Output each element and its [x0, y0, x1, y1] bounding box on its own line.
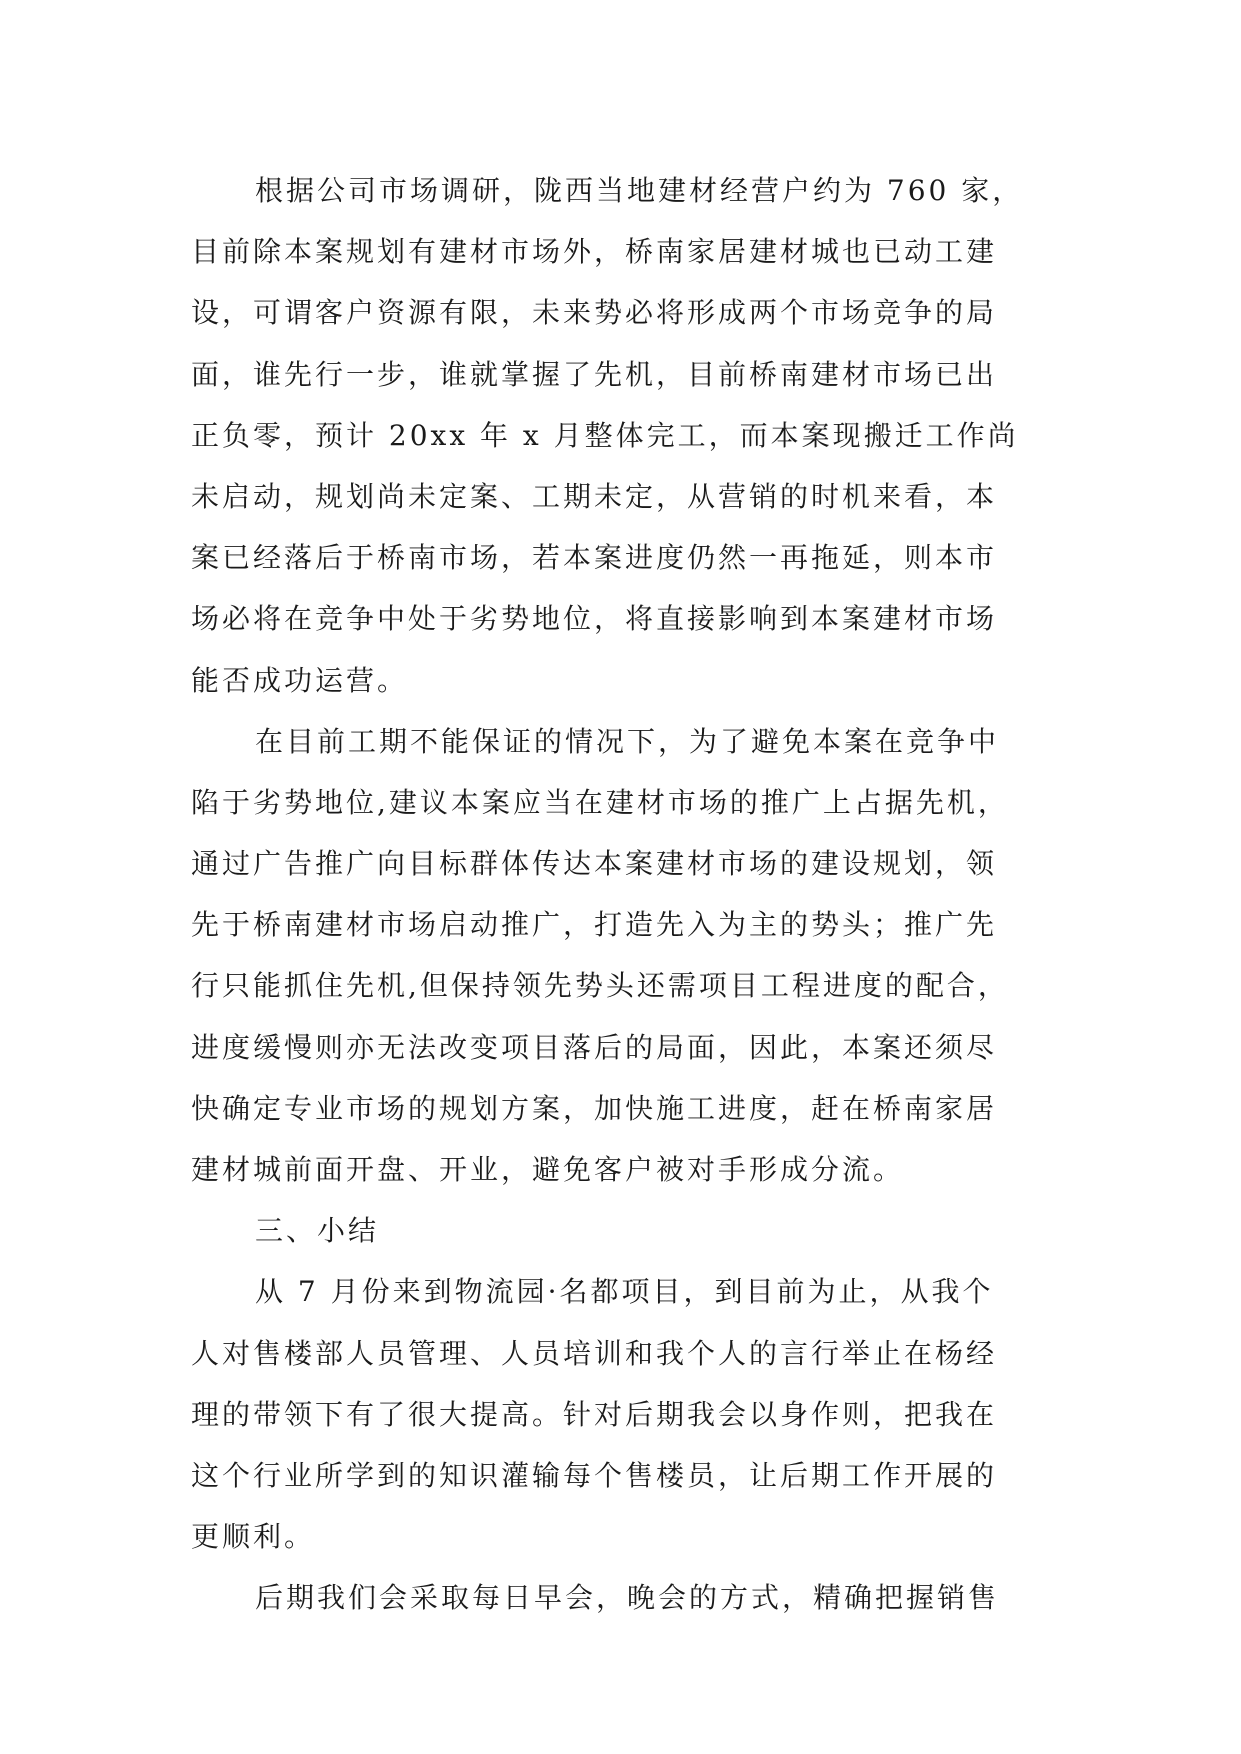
paragraph-1-line: 正负零，预计 20xx 年 x 月整体完工，而本案现搬迁工作尚: [191, 418, 1019, 452]
paragraph-1-line: 目前除本案规划有建材市场外，桥南家居建材城也已动工建: [191, 235, 998, 269]
paragraph-2-line: 在目前工期不能保证的情况下，为了避免本案在竞争中: [255, 724, 1000, 758]
paragraph-1-line: 设，可谓客户资源有限，未来势必将形成两个市场竞争的局: [191, 296, 998, 330]
section-heading: 三、小结: [255, 1214, 380, 1248]
paragraph-2-line: 进度缓慢则亦无法改变项目落后的局面，因此，本案还须尽: [191, 1030, 998, 1064]
paragraph-2-line: 行只能抓住先机,但保持领先势头还需项目工程进度的配合，: [191, 969, 1009, 1003]
paragraph-3-line: 更顺利。: [191, 1520, 316, 1554]
document-body: [191, 160, 1051, 1629]
paragraph-2-line: 建材城前面开盘、开业，避免客户被对手形成分流。: [191, 1153, 905, 1186]
paragraph-2-line: 快确定专业市场的规划方案，加快施工进度，赶在桥南家居: [191, 1091, 998, 1125]
paragraph-2-line: 先于桥南建材市场启动推广，打造先入为主的势头；推广先: [191, 908, 998, 942]
paragraph-1-line: 面，谁先行一步，谁就掌握了先机，目前桥南建材市场已出: [191, 357, 998, 391]
paragraph-1-line: 案已经落后于桥南市场，若本案进度仍然一再拖延，则本市: [191, 541, 998, 575]
paragraph-1-line: 能否成功运营。: [191, 663, 409, 697]
paragraph-1-line: 未启动，规划尚未定案、工期未定，从营销的时机来看，本: [191, 479, 998, 513]
paragraph-1-line: 根据公司市场调研，陇西当地建材经营户约为 760 家，: [255, 174, 1024, 207]
paragraph-3-line: 这个行业所学到的知识灌输每个售楼员，让后期工作开展的: [191, 1458, 998, 1492]
paragraph-2-line: 通过广告推广向目标群体传达本案建材市场的建设规划，领: [191, 847, 998, 881]
paragraph-3-line: 理的带领下有了很大提高。针对后期我会以身作则，把我在: [191, 1397, 998, 1431]
paragraph-3-line: 从 7 月份来到物流园·名都项目，到目前为止，从我个: [255, 1275, 994, 1309]
paragraph-4-line: 后期我们会采取每日早会，晚会的方式，精确把握销售: [255, 1581, 1000, 1615]
paragraph-2-line: 陷于劣势地位,建议本案应当在建材市场的推广上占据先机，: [191, 785, 1009, 819]
paragraph-3-line: 人对售楼部人员管理、人员培训和我个人的言行举止在杨经: [191, 1336, 998, 1370]
paragraph-1-line: 场必将在竞争中处于劣势地位，将直接影响到本案建材市场: [191, 602, 998, 636]
